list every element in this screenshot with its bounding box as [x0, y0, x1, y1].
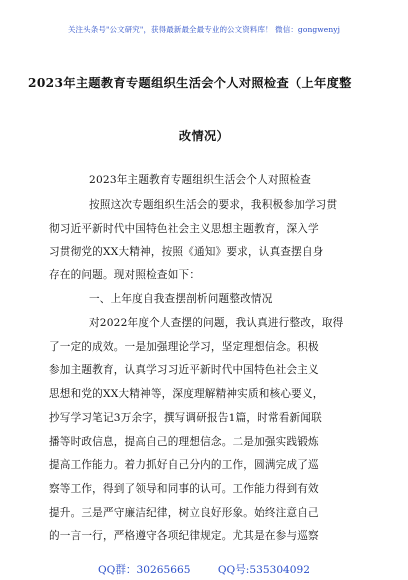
body-line: 抄写学习笔记3万余字，撰写调研报告1篇，时常看新闻联 — [49, 412, 322, 424]
body-subtitle: 2023年主题教育专题组织生活会个人对照检查 — [89, 174, 312, 186]
body-line: 存在的问题。现对照检查如下： — [49, 269, 201, 281]
body-line: 按照这次专题组织生活会的要求，我积极参加学习贯 — [89, 199, 338, 211]
footer-contact — [0, 562, 408, 577]
document-title-line-2: 改情况） — [178, 129, 230, 143]
section-heading: 一、上年度自我查摆剖析问题整改情况 — [89, 293, 273, 305]
header-note: 关注头条号"公文研究"，获得最新最全最专业的公文资料库！ 微信：gongwenyj — [67, 25, 341, 34]
body-line: 习贯彻党的XX大精神，按照《通知》要求，认真查摆自身 — [49, 246, 324, 258]
body-line: 对2022年度个人查摆的问题，我认真进行整改，取得 — [89, 317, 344, 329]
body-line: 察等工作，得到了领导和同事的认可。工作能力得到有效 — [49, 483, 319, 495]
body-line: 提高工作能力。着力抓好自己分内的工作，圆满完成了巡 — [49, 459, 319, 471]
document-title-line-1: 2023年主题教育专题组织生活会个人对照检查（上年度整 — [28, 76, 352, 90]
body-line: 彻习近平新时代中国特色社会主义思想主题教育，深入学 — [49, 223, 319, 235]
body-line: 的一言一行，严格遵守各项纪律规定。尤其是在参与巡察 — [49, 530, 319, 542]
body-line: 参加主题教育，认真学习习近平新时代中国特色社会主义 — [49, 364, 319, 376]
body-line: 思想和党的XX大精神等，深度理解精神实质和核心要义， — [49, 388, 324, 400]
body-line: 播等时政信息，提高自己的理想信念。二是加强实践锻炼 — [49, 436, 319, 448]
footer-qq-number: QQ号:535304092 — [217, 564, 311, 576]
body-line: 了一定的成效。一是加强理论学习，坚定理想信念。积极 — [49, 341, 319, 353]
body-line: 提升。三是严守廉洁纪律，树立良好形象。始终注意自己 — [49, 507, 319, 519]
footer-qq-group: QQ群：30265665 — [97, 564, 191, 576]
